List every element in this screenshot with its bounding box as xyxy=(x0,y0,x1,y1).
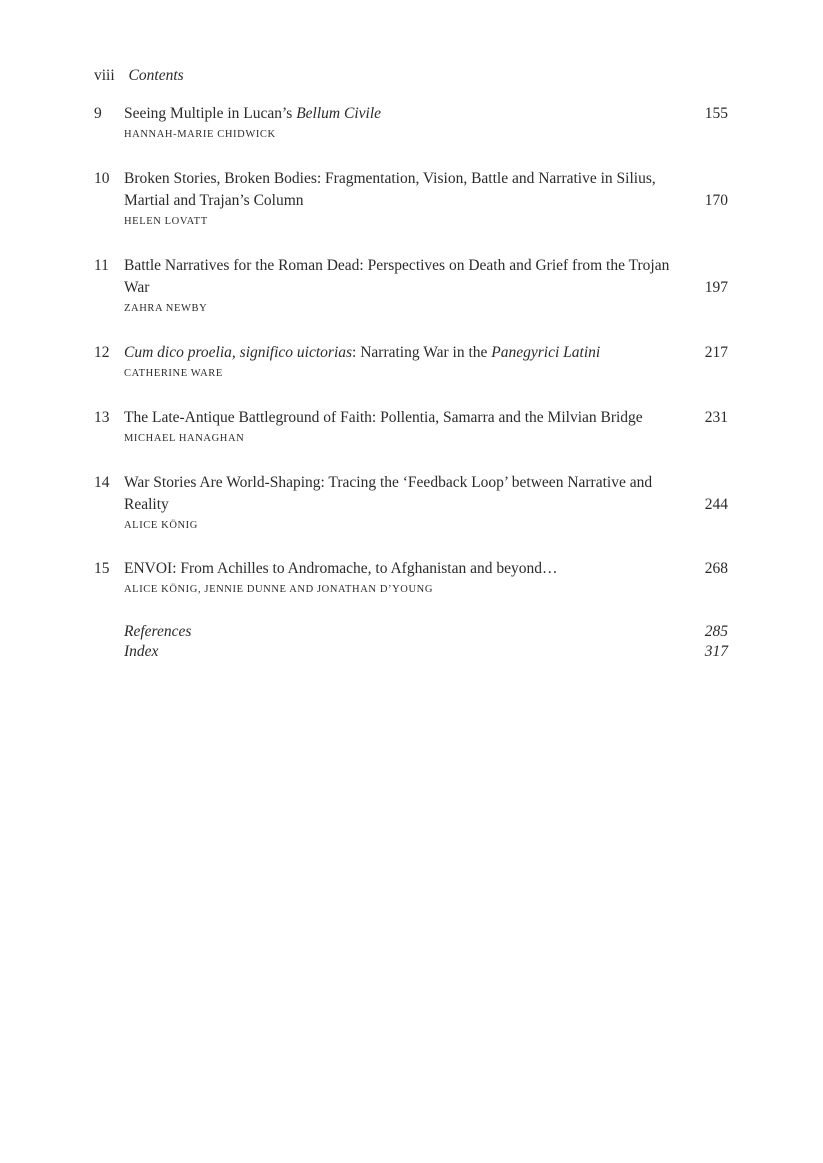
toc-entry xyxy=(94,558,728,597)
chapter-number: 15 xyxy=(94,560,110,577)
chapter-number: 12 xyxy=(94,344,110,361)
toc-entry xyxy=(94,342,728,381)
chapter-number: 10 xyxy=(94,170,110,187)
chapter-author: HANNAH-MARIE CHIDWICK xyxy=(124,129,276,140)
backmatter-label: References xyxy=(124,623,192,640)
chapter-author: ALICE KÖNIG xyxy=(124,520,198,531)
chapter-page-number: 170 xyxy=(704,192,728,209)
chapter-page-number: 197 xyxy=(704,279,728,296)
chapter-page-number: 155 xyxy=(704,105,728,122)
chapter-title: Broken Stories, Broken Bodies: Fragmentation, Vision, Battle and Narrative in Silius, Martial and Trajan’s Column xyxy=(124,170,656,209)
toc-entry xyxy=(94,255,728,316)
backmatter-label: Index xyxy=(124,643,159,660)
chapter-title: The Late-Antique Battleground of Faith: Pollentia, Samarra and the Milvian Bridge xyxy=(124,409,643,426)
backmatter-entry xyxy=(124,642,728,662)
running-head xyxy=(94,66,184,86)
backmatter-page-number: 317 xyxy=(704,643,728,660)
chapter-number: 9 xyxy=(94,105,102,122)
backmatter-list xyxy=(124,622,728,662)
chapter-page-number: 244 xyxy=(704,496,728,513)
chapter-title: Battle Narratives for the Roman Dead: Perspectives on Death and Grief from the Trojan War xyxy=(124,257,670,296)
toc-entry xyxy=(94,472,728,533)
chapter-title: Seeing Multiple in Lucan’s Bellum Civile xyxy=(124,105,381,122)
chapter-author: ZAHRA NEWBY xyxy=(124,303,208,314)
chapter-page-number: 231 xyxy=(704,409,728,426)
section-title: Contents xyxy=(128,67,184,84)
toc-entry xyxy=(94,103,728,142)
chapter-author: CATHERINE WARE xyxy=(124,368,223,379)
chapter-number: 14 xyxy=(94,474,110,491)
chapter-number: 13 xyxy=(94,409,110,426)
page-folio: viii xyxy=(94,67,115,84)
chapter-title: Cum dico proelia, significo uictorias: Narrating War in the Panegyrici Latini xyxy=(124,344,601,361)
chapter-title: War Stories Are World-Shaping: Tracing the ‘Feedback Loop’ between Narrative and Reality xyxy=(124,474,653,513)
chapter-title: ENVOI: From Achilles to Andromache, to Afghanistan and beyond… xyxy=(124,560,558,577)
backmatter-entry xyxy=(124,622,728,642)
toc-entry xyxy=(94,168,728,229)
chapter-author: ALICE KÖNIG, JENNIE DUNNE AND JONATHAN D’YOUNG xyxy=(124,584,434,595)
chapter-page-number: 217 xyxy=(704,344,728,361)
chapter-page-number: 268 xyxy=(704,560,728,577)
backmatter-page-number: 285 xyxy=(704,623,728,640)
chapter-author: HELEN LOVATT xyxy=(124,216,208,227)
toc-entry xyxy=(94,407,728,446)
chapter-author: MICHAEL HANAGHAN xyxy=(124,433,245,444)
chapter-number: 11 xyxy=(94,257,109,274)
